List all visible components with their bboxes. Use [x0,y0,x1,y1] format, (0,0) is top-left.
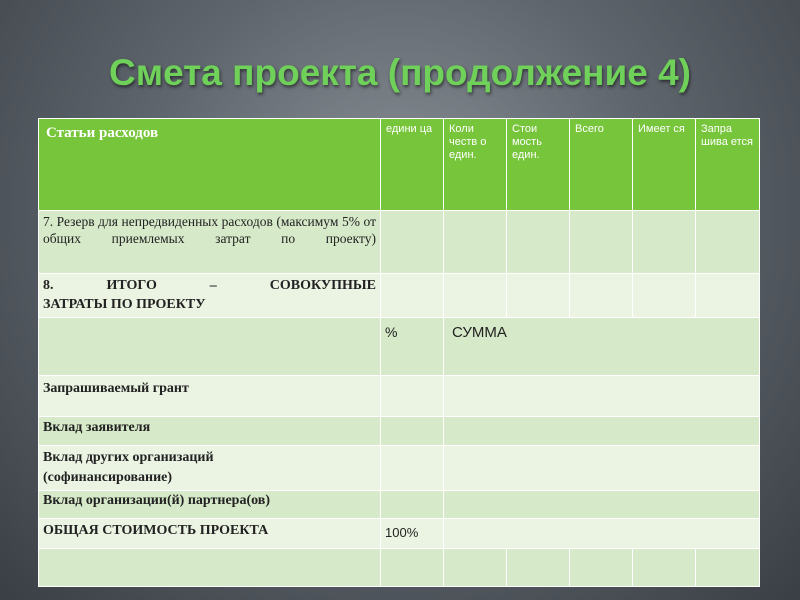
table-row [39,417,760,446]
table-row [39,519,760,549]
header-requested: Запра шива ется [696,119,760,211]
table-cell [444,519,760,549]
header-expense-items: Статьи расходов [39,119,381,211]
requested-grant-label: Запрашиваемый грант [39,376,381,417]
table-cell [633,274,696,318]
table-row [39,446,760,491]
table-cell [570,274,633,318]
table-cell [381,549,444,587]
table-cell [381,446,444,491]
other-orgs-line2: (софинансирование) [43,470,173,485]
project-total-line2: ЗАТРАТЫ ПО ПРОЕКТУ [43,297,206,312]
table-cell [381,417,444,446]
table-cell [444,491,760,519]
table-row [39,211,760,274]
table-cell [696,211,760,274]
table-cell [444,274,507,318]
table-row [39,318,760,376]
other-orgs-line1: Вклад других организаций [43,450,214,465]
header-available: Имеет ся [633,119,696,211]
header-total: Всего [570,119,633,211]
table-row [39,491,760,519]
table-cell [633,211,696,274]
table-cell [507,211,570,274]
table-cell [507,274,570,318]
reserve-cell: 7. Резерв для непредвиденных расходов (максимум 5% от общих приемлемых затрат по проекту) [39,211,381,274]
table-cell [39,549,381,587]
slide-title: Смета проекта (продолжение 4) [108,52,691,93]
percent-label: % [381,318,444,376]
table-header-row [39,119,760,211]
table-cell [444,211,507,274]
table-cell [507,549,570,587]
partner-contribution-label: Вклад организации(й) партнера(ов) [39,491,381,519]
table-cell [381,376,444,417]
total-percent-value: 100% [381,519,444,549]
table-cell [381,491,444,519]
other-orgs-cell [39,446,381,491]
sum-label: СУММА [444,318,760,376]
total-cost-label: ОБЩАЯ СТОИМОСТЬ ПРОЕКТА [39,519,381,549]
table-cell [444,376,760,417]
applicant-contribution-label: Вклад заявителя [39,417,381,446]
table-cell [570,549,633,587]
table-cell [633,549,696,587]
table-cell [444,417,760,446]
table-cell [444,549,507,587]
header-unit-cost: Стои мость един. [507,119,570,211]
table-cell [39,318,381,376]
project-total-line1: 8. ИТОГО – СОВОКУПНЫЕ [43,278,376,293]
budget-table [38,118,760,587]
table-cell [696,549,760,587]
table-cell [381,274,444,318]
table-cell [381,211,444,274]
table-cell [444,446,760,491]
table-row [39,274,760,318]
table-cell [570,211,633,274]
header-quantity: Коли честв о един. [444,119,507,211]
table-cell [696,274,760,318]
project-total-cell [39,274,381,318]
header-unit: едини ца [381,119,444,211]
table-row [39,549,760,587]
table-row [39,376,760,417]
